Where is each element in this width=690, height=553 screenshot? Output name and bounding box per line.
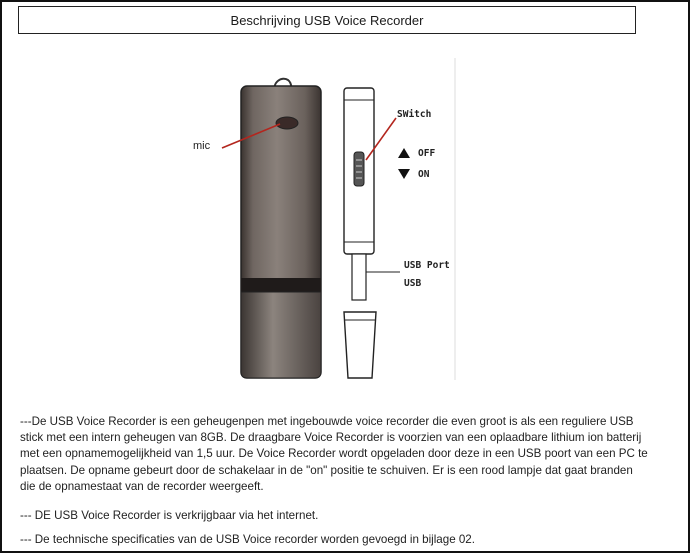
recorder-front-view — [222, 79, 321, 378]
switch-label: SWitch — [397, 109, 432, 120]
off-label: OFF — [418, 148, 436, 159]
description-paragraph-2: --- DE USB Voice Recorder is verkrijgbaar via het internet. — [20, 509, 319, 522]
mic-label: mic — [193, 140, 211, 152]
on-label: ON — [418, 169, 430, 180]
mic-hole — [276, 117, 298, 129]
description-paragraph-3: --- De technische specificaties van de USB Voice recorder worden gevoegd in bijlage 02. — [20, 533, 475, 546]
recorder-side-view — [344, 88, 400, 378]
arrow-down-icon — [398, 169, 410, 179]
arrow-up-icon — [398, 148, 410, 158]
usb-port-label: USB Port — [404, 260, 450, 271]
description-paragraph-1: ---De USB Voice Recorder is een geheugenpen met ingebouwde voice recorder die even groot is als een reguliere USB stick met een intern geheugen van 8GB. De draagbare Voice Recorder is voorzien van een oplaadbare lithium ion batterij met een opnamemogelijkheid van 1,5 uur. De Voice Recorder wordt opgeladen door deze in een USB poort van een PC te plaatsen. De opname gebeurt door de schakelaar in de "on" positie te schuiven. Er is een rood lampje dat gaat branden die de opnamestaat van de recorder weergeeft. — [20, 415, 648, 493]
page-title: Beschrijving USB Voice Recorder — [18, 6, 636, 34]
usb-label: USB — [404, 278, 422, 289]
description-text — [20, 414, 650, 495]
